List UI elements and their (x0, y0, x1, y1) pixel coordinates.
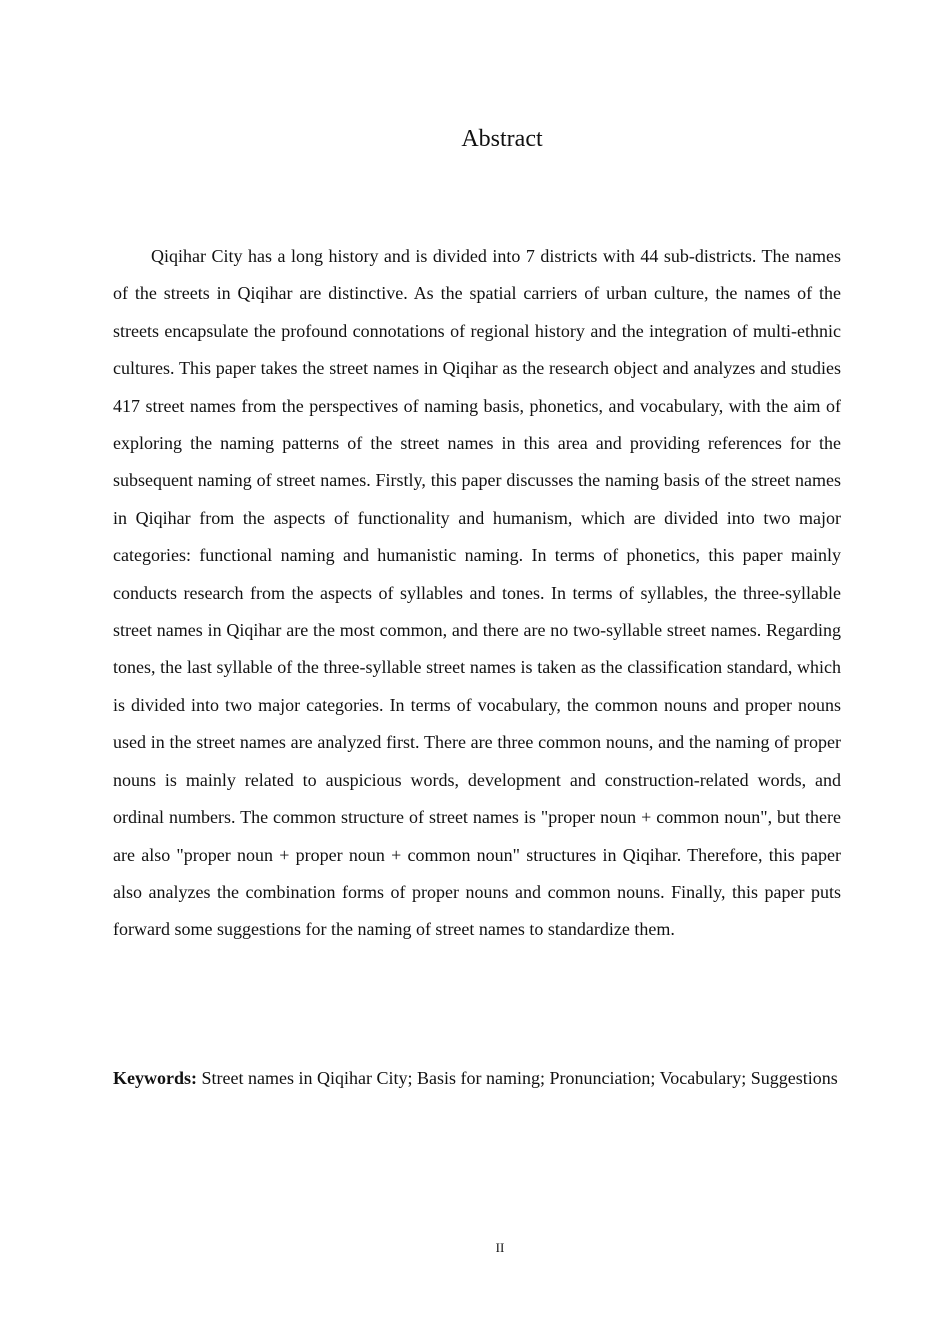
keywords-text: Street names in Qiqihar City; Basis for naming; Pronunciation; Vocabulary; Suggestions (201, 1068, 838, 1088)
abstract-paragraph: Qiqihar City has a long history and is divided into 7 districts with 44 sub-districts. The names of the streets in Qiqihar are distinctive. As the spatial carriers of urban culture, the names of the streets encapsulate the profound connotations of regional history and the integration of multi-ethnic cultures. This paper takes the street names in Qiqihar as the research object and analyzes and studies 417 street names from the perspectives of naming basis, phonetics, and vocabulary, with the aim of exploring the naming patterns of the street names in this area and providing references for the subsequent naming of street names. Firstly, this paper discusses the naming basis of the street names in Qiqihar from the aspects of functionality and humanism, which are divided into two major categories: functional naming and humanistic naming. In terms of phonetics, this paper mainly conducts research from the aspects of syllables and tones. In terms of syllables, the three-syllable street names in Qiqihar are the most common, and there are no two-syllable street names. Regarding tones, the last syllable of the three-syllable street names is taken as the classification standard, which is divided into two major categories. In terms of vocabulary, the common nouns and proper nouns used in the street names are analyzed first. There are three common nouns, and the naming of proper nouns is mainly related to auspicious words, development and construction-related words, and ordinal numbers. The common structure of street names is "proper noun + common noun", but there are also "proper noun + proper noun + common noun" structures in Qiqihar. Therefore, this paper also analyzes the combination forms of proper nouns and common nouns. Finally, this paper puts forward some suggestions for the naming of street names to standardize them. (113, 246, 841, 940)
keywords-paragraph (113, 1060, 841, 1097)
page-number: II (495, 1240, 505, 1255)
abstract-heading: Abstract (461, 126, 543, 152)
keywords-label: Keywords: (113, 1068, 197, 1088)
